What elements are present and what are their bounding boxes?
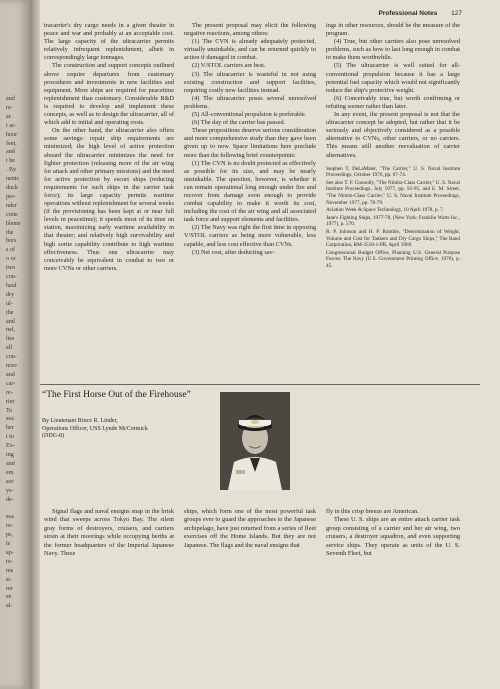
page-fragment-text: rier — [6, 398, 15, 405]
paragraph: ships, which form one of the most powerful task groups ever to guard the approaches to the Japanese archipelago, have just returned from a series of fleet exercises off the Home Islands. But they are not Japanese. The flags and the naval ensigns that — [184, 508, 316, 549]
byline-position: Operations Officer, USS Lynde McCormick — [42, 425, 148, 432]
page-fragment-text: sea — [6, 514, 14, 521]
page-fragment-text: ee — [6, 594, 12, 601]
paragraph: (6) Conceivably true, but worth confirming or refuting sooner rather than later. — [326, 94, 460, 110]
paragraph: (1) The CVN is no doubt protected as effectively as possible for its size, and may be nearly unsinkable. The question, however, is whether it can remain operational long enough under fire and recover from damage soon enough to provide combat capability to make it worth its cost, including the cost of the air wing and all associated task force and support elements and facilities. — [184, 159, 316, 224]
footnote: R. P. Johnson and H. P. Rumble, "Determination of Weight, Volume and Cost for Tankers and Dry Cargo Ships," The Rand Corporation, RM-3518-1-PR, April 1969. — [326, 228, 460, 249]
page-fragment-text: de- — [6, 496, 14, 503]
page-fragment-text: nore — [6, 363, 17, 369]
paragraph: (3) Net cost, after deducting sav- — [192, 248, 275, 256]
page-fragment-text: and — [6, 149, 15, 156]
page-fragment-text: hour — [6, 131, 18, 138]
page-fragment-text: lies — [6, 336, 15, 343]
page-fragment-text: duck — [6, 185, 18, 191]
page-fragment-text: blems — [6, 220, 21, 227]
page-fragment-text: crete — [6, 211, 18, 218]
page-fragment-text: car- — [6, 380, 16, 387]
page-fragment-text: nents — [6, 176, 19, 183]
paragraph: On the other hand, the ultracarrier also offers some savings: repair ship requirements are minimized; the high level of active protection aboard the ultracarrier minimizes the need for fighter protection (releasing more of the air wing for attack and other primary missions) and the need for active protection by escort ships (reducing requirements for such ships in the carrier task force); its large capacity permits wartime operations without replenishment for several weeks (if the provisioning has been kept at or near full levels in peacetime); it spends most of its time on station, maximizing early wartime availability in that theater; and relatively high survivability and high sortie capability contribute to high wartime effectiveness. Thus one ultracarrier may conceivably be equivalent in combat to two or more CVNs or other carriers. — [44, 127, 174, 272]
footnote: Congressional Budget Office, Planning U.S. General Purpose Forces: The Navy (U.S. Government Printing Office, 1976), p. 45. — [326, 249, 460, 269]
paragraph: (2) V/STOL carriers are best. — [192, 62, 266, 70]
page-fragment-text: ing — [6, 452, 14, 458]
paragraph: These propositions deserve serious consideration and more comprehensive study than they gave been given up to now. Space limitations here preclude more than the following brief counterpoints: — [184, 127, 316, 159]
paragraph: These U. S. ships are an entire attack carrier task group consisting of a carrier and her air wing, two cruisers, a destroyer squadron, and even supporting service ships. They operate as units of the U. S. Seventh Fleet, but — [326, 516, 460, 558]
page-fragment-text: and — [6, 96, 15, 102]
paragraph: In any event, the present proposal is not that the ultracarrier concept be adopted, but rather that it be seriously and objectively considered as a possible alternative to CVNs, other carriers, or no carriers. This means still another reevaluation of carrier alternatives. — [326, 111, 460, 159]
footnotes — [326, 166, 460, 270]
page-fragment-text: ps, — [6, 532, 13, 539]
page-fragment-text: . By — [6, 167, 17, 174]
paragraph: fly in this crisp breeze are American. — [326, 508, 419, 515]
page-fragment-text: nel, — [6, 327, 15, 334]
page-fragment-text: dry — [6, 291, 15, 298]
byline-author: By Lieutenant Bruce R. Linder, — [42, 418, 118, 424]
page-fragment-text: em — [6, 469, 14, 476]
footnote: Jane's Fighting Ships, 1977-78, (New York: Franklin Watts Inc., 1977), p. 570. — [326, 214, 460, 228]
page-fragment-text: ap- — [6, 549, 14, 556]
article-column-2 — [184, 508, 316, 550]
page-fragment-text: re- — [6, 389, 13, 396]
page-fragment-text: sea — [6, 416, 14, 423]
journal-page — [40, 0, 500, 689]
page-fragment-text: nder — [6, 202, 17, 209]
footnote: Aviation Week & Space Technology, 10 April 1978, p. 7. — [326, 207, 445, 214]
article-title: “The First Horse Out of the Firehouse” — [42, 390, 191, 400]
page-fragment-text: t to — [6, 434, 14, 441]
page-fragment-text: is — [6, 541, 11, 547]
article-column-1 — [44, 508, 174, 558]
page-fragment-text: Ex- — [6, 443, 15, 450]
paragraph: The present proposal may elicit the following negative reactions, among others: — [184, 22, 316, 38]
page-fragment-text: all — [6, 345, 13, 352]
page-fragment-text: to- — [6, 558, 13, 565]
paragraph: (4) True, but other carriers also pose unresolved problems, such as how to last long enough in combat to make them worthwhile. — [326, 38, 460, 62]
page-fragment-text: ul- — [6, 300, 13, 307]
page-fragment-text: con- — [6, 274, 17, 280]
paragraph: (3) The ultracarrier is wasteful in not using existing construction and support facilities, requiring costly new facilities instead. — [184, 70, 316, 94]
page-fragment-text: t be — [6, 158, 15, 165]
page-fragment-text: and — [6, 460, 15, 467]
page-fragment-text: re- — [6, 104, 13, 111]
byline-ship: (DDG-8) — [42, 433, 64, 439]
column-3 — [326, 22, 460, 271]
page-fragment-text: the — [6, 309, 14, 316]
column-2 — [184, 22, 316, 257]
author-portrait-photo — [220, 392, 290, 490]
paragraph: Signal flags and naval ensigns snap in the brisk wind that sweeps across Tokyo Bay. The silent gray forms of destroyers, cruisers, and carriers strain at their moorings while occupying berths at the former headquarters of the Imperial Japanese Navy. These — [44, 508, 174, 558]
page-fragment-text: t ac- — [6, 122, 17, 129]
paragraph: (5) All-conventional propulsion is preferable. — [192, 111, 307, 119]
page-fragment-text: two — [6, 265, 16, 272]
portrait-image — [220, 392, 290, 490]
page-fragment-text: al- — [6, 603, 13, 610]
column-1 — [44, 22, 174, 273]
section-divider — [40, 384, 480, 385]
page-fragment-text: ber — [6, 425, 14, 432]
page-number: 127 — [451, 10, 462, 17]
page-fragment-text: haul — [6, 282, 17, 289]
page-fragment-text: o or — [6, 256, 16, 263]
paragraph: (2) The Navy was right the first time in opposing V/STOL carriers as being more vulnerable, less capable, and less cost effective than CVNs. — [184, 224, 316, 248]
page-fragment-text: and — [6, 371, 15, 378]
page-fragment-text: the — [6, 229, 14, 236]
page-gutter — [30, 0, 40, 689]
running-header — [378, 10, 462, 17]
paragraph: The construction and support concepts outlined above require departures from customary procedures and investments in new facilities and equipment. More ships are required for peacetime replenishment than customary. Considerable R&D is required to develop and implement these concepts, as well as to design the ultracarrier, all of which add to initial and operating costs. — [44, 62, 174, 127]
paragraph: (4) The ultracarrier poses several unresolved problems. — [184, 94, 316, 110]
page-fragment-text: sor — [6, 478, 14, 485]
page-fragment-text: con- — [6, 354, 17, 361]
paragraph: (6) The day of the carrier has passed. — [192, 119, 286, 127]
page-fragment-text: ys- — [6, 487, 14, 494]
page-fragment-text: pre- — [6, 193, 16, 200]
footnote: Stephen T. DeLaMater, "The Carrier," U. S. Naval Institute Proceedings, October 1976, pp. 67-74. — [326, 165, 460, 179]
page-fragment-text: bors — [6, 238, 17, 245]
paragraph: (5) The ultracarrier is well suited for all-conventional propulsion because it has a large potential fuel capacity which would not significantly reduce the ship's protective weight. — [326, 62, 460, 94]
footnote: See also T. F. Connolly, "The Nimitz-Class Carrier," U. S. Naval Institute Proceedings, July 1977, pp. 93-95, and E. M. Street, "The Nimitz-Class Carrier," U. S. Naval Institute Proceedings, November 1977, pp. 78-79. — [326, 179, 460, 206]
page-fragment-text: ms — [6, 567, 14, 574]
paragraph: ings in other resources, should be the measure of the program. — [326, 22, 460, 38]
page-fragment-text: and — [6, 318, 15, 325]
paragraph: tracarrier's dry cargo needs in a given theater in peace and war and probably at an acceptable cost. The large capacity of the ultracarrier permits relatively infrequent replenishment, albeit in correspondingly large tonnages. — [44, 22, 174, 62]
paragraph: (1) The CVN is already adequately protected, virtually unsinkable, and can be returned quickly to action if damaged in combat. — [184, 38, 316, 62]
article-byline — [42, 418, 242, 441]
page-fragment-text: feet, — [6, 140, 17, 147]
article-column-3 — [326, 508, 460, 558]
page-fragment-text: s of — [6, 247, 15, 254]
page-fragment-text: st- — [6, 576, 13, 583]
section-title: Professional Notes — [378, 10, 438, 17]
page-fragment-text: to- — [6, 523, 13, 530]
page-fragment-text: ar. — [6, 113, 12, 120]
page-fragment-text: rer — [6, 585, 13, 592]
adjacent-page-fragment — [0, 0, 30, 689]
page-fragment-text: To — [6, 407, 13, 414]
